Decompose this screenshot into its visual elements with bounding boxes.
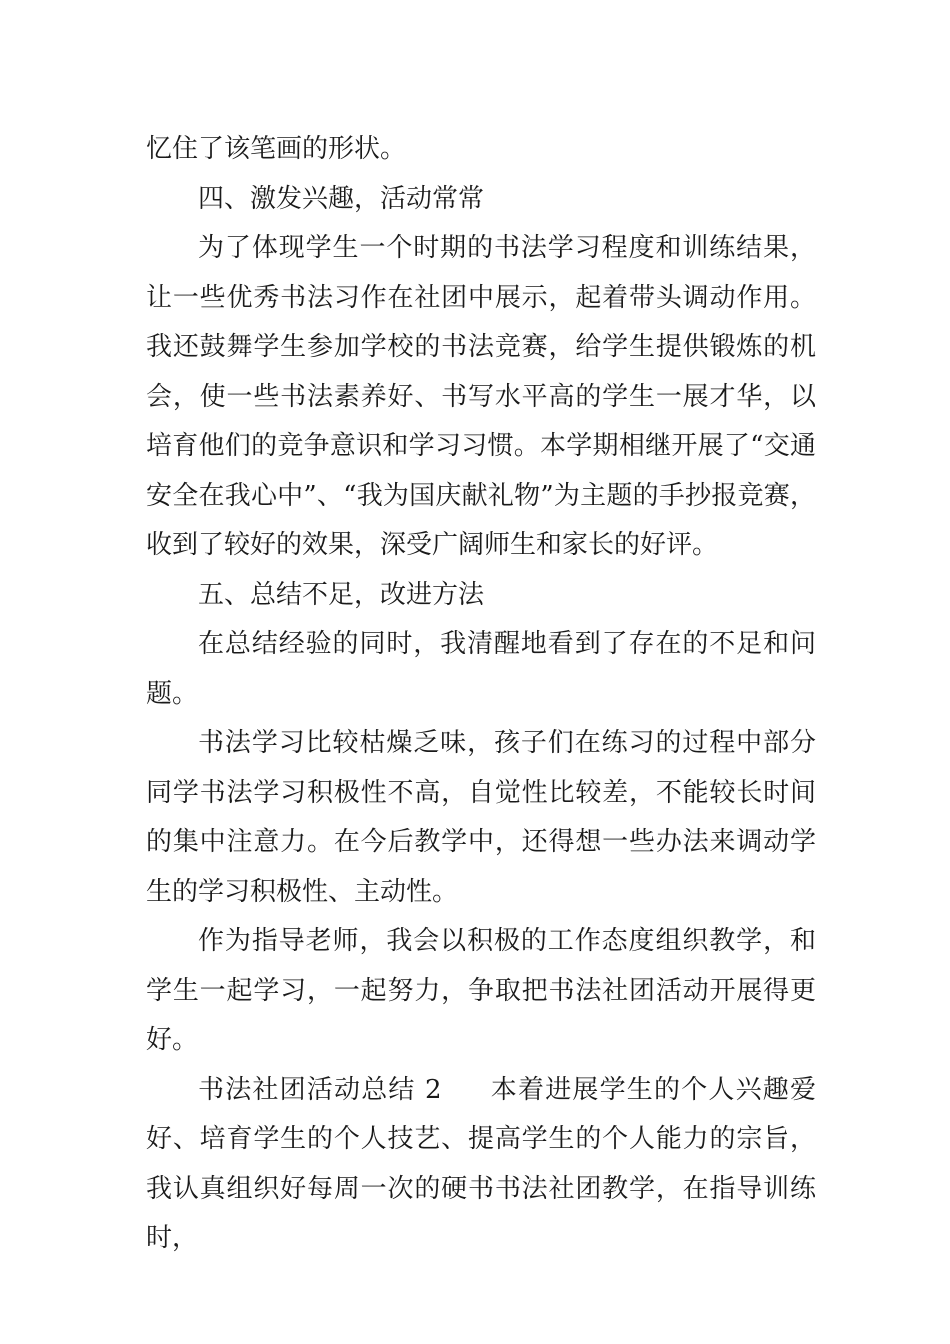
paragraph-commitment: 作为指导老师，我会以积极的工作态度组织教学，和学生一起学习，一起努力，争取把书法社团活动开展得更好。 <box>146 926 816 1055</box>
paragraph-shortcomings: 在总结经验的同时，我清醒地看到了存在的不足和问题。 <box>146 629 816 709</box>
section-heading-4: 四、激发兴趣，活动常常 <box>198 183 485 214</box>
paragraph-summary-2 <box>146 1066 816 1264</box>
summary-2-text: 本着进展学生的个人兴趣爱好、培育学生的个人技艺、提高学生的个人能力的宗旨，我认真组织好每周一次的硬书书法社团教学，在指导训练时， <box>146 1074 816 1253</box>
summary-2-title: 书法社团活动总结 2 <box>198 1074 442 1105</box>
paragraph-continuation: 忆住了该笔画的形状。 <box>146 134 407 164</box>
paragraph-problems: 书法学习比较枯燥乏味，孩子们在练习的过程中部分同学书法学习积极性不高，自觉性比较差，不能较长时间的集中注意力。在今后教学中，还得想一些办法来调动学生的学习积极性、主动性。 <box>146 728 816 907</box>
paragraph-activities: 为了体现学生一个时期的书法学习程度和训练结果，让一些优秀书法习作在社团中展示，起着带头调动作用。我还鼓舞学生参加学校的书法竞赛，给学生提供锻炼的机会，使一些书法素养好、书写水平高的学生一展才华，以培育他们的竞争意识和学习习惯。本学期相继开展了“交通安全在我心中”、“我为国庆献礼物”为主题的手抄报竞赛，收到了较好的效果，深受广阔师生和家长的好评。 <box>146 233 816 560</box>
section-heading-5: 五、总结不足，改进方法 <box>198 579 485 610</box>
document-body <box>146 125 816 1264</box>
